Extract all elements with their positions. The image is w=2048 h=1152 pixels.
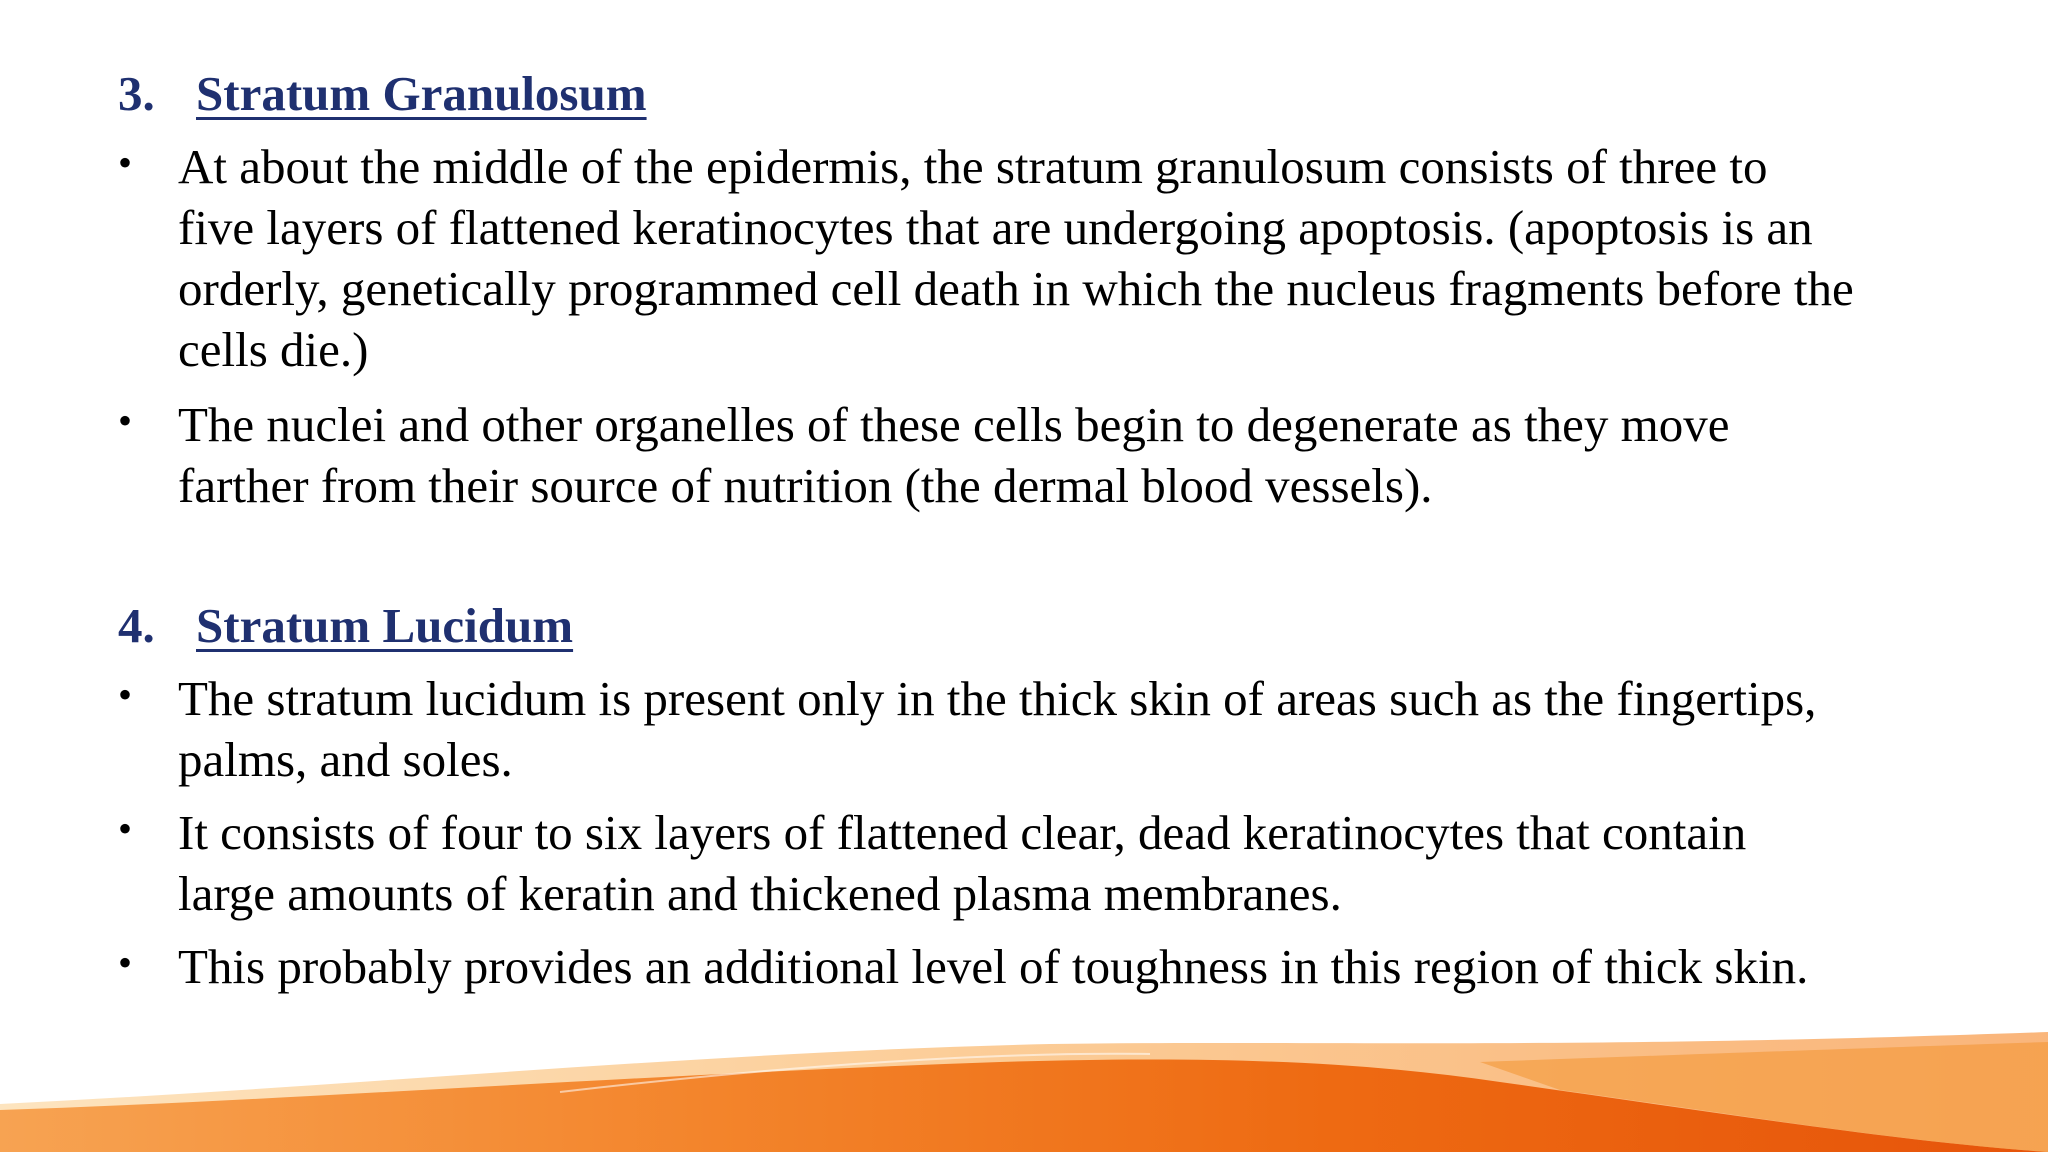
section-3-bullet-1 xyxy=(118,136,1958,380)
bullet-dot: • xyxy=(118,806,133,851)
bullet-text: The nuclei and other organelles of these cells begin to degenerate as they move farther from their source of nutrition (the dermal blood vessels). xyxy=(178,397,1730,513)
section-4-title: Stratum Lucidum xyxy=(196,598,574,653)
section-4-bullet-1 xyxy=(118,668,1958,790)
bullet-text: It consists of four to six layers of flattened clear, dead keratinocytes that contain large amounts of keratin and thickened plasma membranes. xyxy=(178,805,1747,921)
bullet-text: This probably provides an additional level of toughness in this region of thick skin. xyxy=(178,939,1809,994)
bullet-text: The stratum lucidum is present only in the thick skin of areas such as the fingertips, palms, and soles. xyxy=(178,671,1817,787)
section-3-bullet-2 xyxy=(118,394,1958,516)
section-4-bullet-2 xyxy=(118,802,1958,924)
section-4-bullet-3 xyxy=(118,936,1958,997)
section-3-title: Stratum Granulosum xyxy=(196,66,647,121)
bullet-dot: • xyxy=(118,398,133,443)
section-4-number: 4. xyxy=(118,598,155,653)
decorative-wave-footer xyxy=(0,992,2048,1152)
section-3-heading xyxy=(118,66,647,122)
bullet-text: At about the middle of the epidermis, the stratum granulosum consists of three to five layers of flattened keratinocytes that are undergoing apoptosis. (apoptosis is an orderly, genetically programmed cell death in which the nucleus fragments before the cells die.) xyxy=(178,139,1854,377)
bullet-dot: • xyxy=(118,140,133,185)
section-3-number: 3. xyxy=(118,66,155,121)
section-4-heading xyxy=(118,598,573,654)
bullet-dot: • xyxy=(118,672,133,717)
bullet-dot: • xyxy=(118,940,133,985)
